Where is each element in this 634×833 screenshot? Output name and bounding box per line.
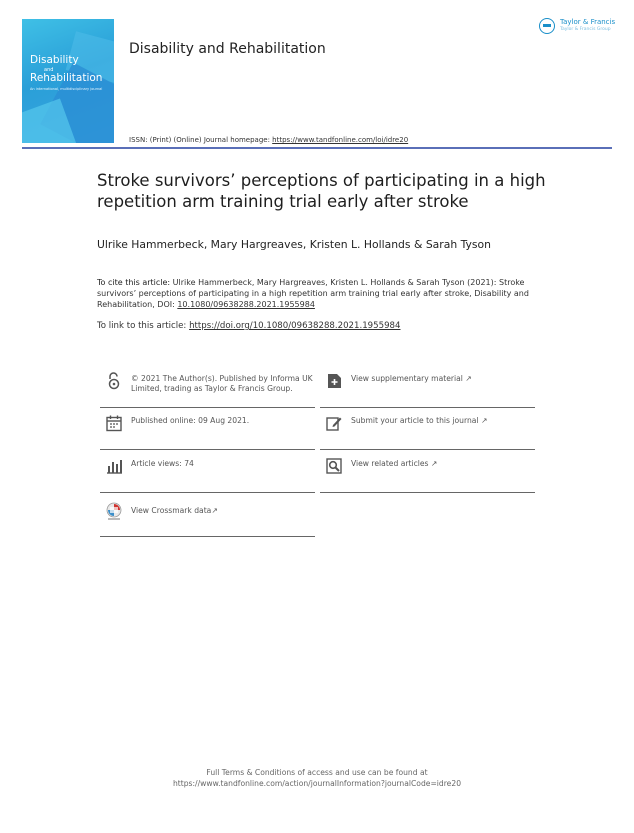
published-date: Published online: 09 Aug 2021. [131,416,250,425]
related-search-icon [325,457,343,475]
journal-homepage-link[interactable]: https://www.tandfonline.com/loi/idre20 [272,136,409,144]
views-cell [100,457,315,481]
issn-text: ISSN: (Print) (Online) Journal homepage: [129,136,273,144]
grid-divider [100,407,315,408]
grid-divider [320,407,535,408]
crossmark-link[interactable] [131,506,218,516]
citation-text: Ulrike Hammerbeck, Mary Hargreaves, Kristen L. Hollands & Sarah Tyson (2021): Stroke survivors’ perceptions of participating in a high repetition arm training trial early after stroke, Disability and Rehabilitation, DOI: [97,278,529,309]
submit-label: Submit your article to this journal [351,416,479,425]
footer [0,767,634,789]
article-authors: Ulrike Hammerbeck, Mary Hargreaves, Kristen L. Hollands & Sarah Tyson [97,238,491,251]
edit-icon [325,414,343,432]
journal-cover-image [22,19,114,143]
article-link-label: To link to this article: [97,321,190,331]
supplementary-link[interactable] [351,374,531,384]
publisher-logo-subname: Taylor & Francis Group [560,27,611,32]
citation-label: To cite this article: [97,278,173,287]
submit-cell[interactable] [320,414,535,438]
publisher-logo-icon [539,18,555,34]
article-link-line [97,321,401,331]
related-cell[interactable] [320,457,535,481]
crossmark-cell[interactable] [100,502,315,526]
bar-chart-icon [105,457,123,475]
external-link-icon: ↗ [211,506,218,515]
supplementary-file-icon [325,372,343,390]
supplementary-cell[interactable] [320,372,535,396]
journal-title: Disability and Rehabilitation [129,41,326,57]
grid-divider [100,536,315,537]
issn-line [129,136,408,144]
grid-divider [100,449,315,450]
publisher-logo[interactable] [539,17,619,37]
calendar-icon [105,414,123,432]
open-access-icon [105,372,123,390]
published-cell [100,414,315,438]
cover-title-and: and [44,67,54,73]
crossmark-icon [105,502,123,520]
submit-article-link[interactable] [351,416,487,426]
header-divider [22,147,612,149]
supplementary-label: View supplementary material [351,374,463,383]
footer-terms-text: Full Terms & Conditions of access and use can be found at [206,768,428,777]
grid-divider [320,449,535,450]
related-label: View related articles [351,459,429,468]
crossmark-label: View Crossmark data [131,506,212,515]
cover-subtitle: An international, multidisciplinary journal [30,87,103,91]
cover-title-line1: Disability [30,54,79,66]
footer-terms-link[interactable]: https://www.tandfonline.com/action/journalInformation?journalCode=idre20 [172,779,462,788]
external-link-icon: ↗ [480,416,488,425]
copyright-cell [100,372,315,406]
cover-title-line2: Rehabilitation [30,72,103,84]
citation-doi-link[interactable]: 10.1080/09638288.2021.1955984 [177,300,315,309]
related-articles-link[interactable] [351,459,437,469]
grid-divider [320,492,535,493]
publisher-logo-name: Taylor & Francis [560,18,616,26]
article-views: Article views: 74 [131,459,194,468]
citation-block [97,277,542,310]
article-title: Stroke survivors’ perceptions of participating in a high repetition arm training trial early after stroke [97,171,546,211]
external-link-icon: ↗ [465,374,472,383]
grid-divider [100,492,315,493]
article-doi-url[interactable]: https://doi.org/10.1080/09638288.2021.1955984 [189,321,401,331]
copyright-text: © 2021 The Author(s). Published by Informa UK Limited, trading as Taylor & Francis Group. [131,374,313,393]
external-link-icon: ↗ [430,459,438,468]
